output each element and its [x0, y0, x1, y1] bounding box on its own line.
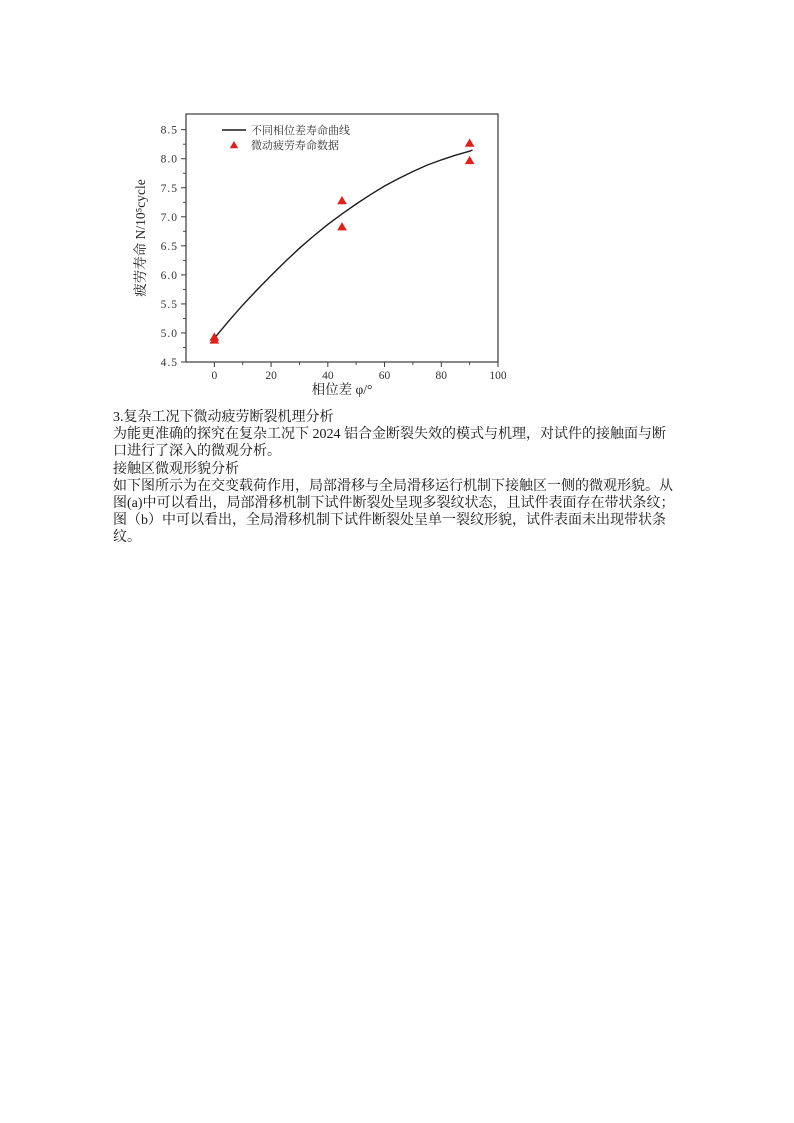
life-curve [214, 150, 472, 338]
x-tick-label: 80 [435, 370, 448, 382]
y-tick-label: 6.0 [160, 269, 178, 282]
y-tick-label: 8.5 [160, 124, 178, 137]
fatigue-chart-figure [120, 100, 520, 412]
x-axis-label: 相位差 φ/° [311, 382, 373, 397]
y-tick-label: 4.5 [160, 357, 178, 369]
y-axis-label: 疲劳寿命 N/10⁵cycle [133, 179, 148, 297]
triangle-marker-icon [337, 222, 347, 230]
paragraph-line: 图（b）中可以看出，全局滑移机制下试件断裂处呈单一裂纹形貌，试件表面未出现带状条 [113, 513, 666, 529]
triangle-marker-icon [465, 156, 475, 164]
triangle-marker-icon [337, 196, 347, 204]
legend-line-label: 不同相位差寿命曲线 [251, 125, 350, 137]
paragraph-line: 为能更准确的探究在复杂工况下 2024 铝合金断裂失效的模式与机理，对试件的接触面与断 [113, 427, 666, 443]
y-tick-label: 6.5 [160, 240, 178, 253]
triangle-marker-icon [465, 138, 475, 146]
legend [222, 123, 350, 152]
x-tick-label: 0 [211, 370, 218, 382]
y-tick-label: 8.0 [160, 153, 178, 166]
y-tick-label: 7.0 [160, 211, 178, 224]
legend-marker-label: 微动疲劳寿命数据 [251, 140, 339, 152]
x-tick-label: 100 [489, 370, 507, 382]
paragraph-line: 口进行了深入的微观分析。 [113, 444, 281, 460]
paragraph-line: 纹。 [113, 530, 141, 546]
sub-heading: 接触区微观形貌分析 [113, 461, 239, 477]
paragraph-line: 如下图所示为在交变载荷作用，局部滑移与全局滑移运行机制下接触区一侧的微观形貌。从 [113, 478, 673, 494]
section-heading: 3.复杂工况下微动疲劳断裂机理分析 [113, 410, 334, 425]
y-tick-label: 5.5 [160, 298, 178, 311]
x-tick-label: 40 [322, 370, 334, 382]
fatigue-life-chart [120, 100, 520, 412]
data-points [210, 138, 475, 343]
x-tick-label: 60 [378, 370, 391, 382]
body-text [113, 409, 693, 547]
triangle-marker-icon [230, 141, 238, 148]
x-tick-label: 20 [265, 370, 277, 382]
y-tick-label: 5.0 [160, 327, 178, 340]
y-tick-label: 7.5 [160, 182, 178, 195]
paragraph-line: 图(a)中可以看出，局部滑移机制下试件断裂处呈现多裂纹状态，且试件表面存在带状条纹； [113, 496, 675, 512]
